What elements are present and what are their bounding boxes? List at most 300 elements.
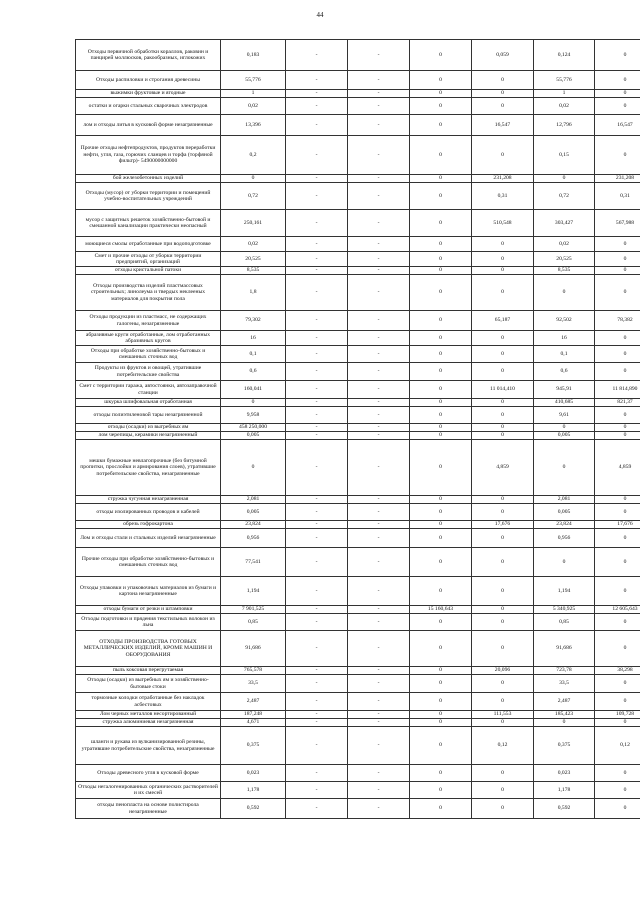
- value-cell: -: [348, 711, 410, 719]
- value-cell: 16,547: [595, 115, 640, 136]
- value-cell: -: [348, 346, 410, 363]
- table-row: [76, 424, 640, 432]
- value-cell: 231,208: [472, 175, 534, 183]
- table-row: [76, 311, 640, 331]
- value-cell: 0,592: [534, 799, 595, 819]
- table-row: [76, 548, 640, 577]
- value-cell: 0,6: [221, 363, 286, 381]
- value-cell: 0,023: [221, 765, 286, 782]
- waste-name-cell: Отходы производства изделий пластмассовых строительных; линолеума и твердых неклееных материалов для покрытия пола: [76, 275, 221, 311]
- table-row: [76, 675, 640, 693]
- waste-name-cell: обрезь гофрокартона: [76, 521, 221, 529]
- table-row: [76, 331, 640, 346]
- value-cell: 111,553: [472, 711, 534, 719]
- value-cell: -: [286, 693, 348, 711]
- table-row: [76, 631, 640, 667]
- value-cell: 0: [472, 675, 534, 693]
- value-cell: -: [286, 331, 348, 346]
- value-cell: 0,956: [221, 529, 286, 548]
- value-cell: 109,728: [595, 711, 640, 719]
- value-cell: 0: [472, 363, 534, 381]
- waste-name-cell: отходы изолированных проводов и кабелей: [76, 504, 221, 521]
- value-cell: -: [286, 727, 348, 765]
- table-row: [76, 399, 640, 407]
- value-cell: 1: [534, 90, 595, 98]
- waste-name-cell: Отходы при обработке хозяйственно-бытовых и смешанных сточных вод: [76, 346, 221, 363]
- value-cell: 0: [595, 432, 640, 440]
- value-cell: 0: [472, 614, 534, 631]
- value-cell: 0: [595, 631, 640, 667]
- value-cell: 0: [595, 424, 640, 432]
- value-cell: 0: [534, 548, 595, 577]
- value-cell: 0: [595, 275, 640, 311]
- value-cell: 0: [472, 237, 534, 252]
- value-cell: 0,12: [472, 727, 534, 765]
- value-cell: 0: [534, 275, 595, 311]
- value-cell: -: [348, 719, 410, 727]
- value-cell: 38,298: [595, 667, 640, 675]
- value-cell: 0: [410, 267, 472, 275]
- value-cell: 0: [410, 424, 472, 432]
- waste-name-cell: Отходы упаковки и упаковочных материалов из бумаги и картона незагрязненные: [76, 577, 221, 606]
- value-cell: 187,248: [221, 711, 286, 719]
- value-cell: -: [348, 631, 410, 667]
- value-cell: 0,023: [534, 765, 595, 782]
- value-cell: 0: [221, 175, 286, 183]
- value-cell: 0: [595, 782, 640, 799]
- value-cell: -: [286, 675, 348, 693]
- value-cell: 0: [410, 175, 472, 183]
- value-cell: 0,6: [534, 363, 595, 381]
- value-cell: 0: [410, 548, 472, 577]
- value-cell: 303,427: [534, 210, 595, 237]
- table-row: [76, 606, 640, 614]
- value-cell: 0: [472, 504, 534, 521]
- value-cell: 0,956: [534, 529, 595, 548]
- value-cell: -: [348, 252, 410, 267]
- value-cell: -: [348, 440, 410, 496]
- value-cell: 0: [595, 136, 640, 175]
- value-cell: -: [286, 311, 348, 331]
- value-cell: 250,161: [221, 210, 286, 237]
- value-cell: -: [286, 496, 348, 504]
- value-cell: 0: [410, 363, 472, 381]
- waste-name-cell: ОТХОДЫ ПРОИЗВОДСТВА ГОТОВЫХ МЕТАЛЛИЧЕСКИХ ИЗДЕЛИЙ, КРОМЕ МАШИН И ОБОРУДОВАНИЯ: [76, 631, 221, 667]
- value-cell: 0: [410, 40, 472, 71]
- value-cell: 0: [410, 275, 472, 311]
- table-row: [76, 614, 640, 631]
- value-cell: -: [348, 275, 410, 311]
- value-cell: 0: [472, 606, 534, 614]
- value-cell: 0,85: [221, 614, 286, 631]
- value-cell: 33,5: [221, 675, 286, 693]
- value-cell: 0: [410, 577, 472, 606]
- value-cell: -: [286, 529, 348, 548]
- value-cell: 0: [472, 529, 534, 548]
- value-cell: 0: [595, 267, 640, 275]
- waste-name-cell: отходы (осадки) из выгребных ям: [76, 424, 221, 432]
- value-cell: 765,578: [221, 667, 286, 675]
- value-cell: -: [348, 504, 410, 521]
- value-cell: -: [286, 115, 348, 136]
- value-cell: 65,187: [472, 311, 534, 331]
- value-cell: -: [348, 432, 410, 440]
- value-cell: 723,78: [534, 667, 595, 675]
- value-cell: 0: [534, 175, 595, 183]
- value-cell: -: [348, 331, 410, 346]
- value-cell: 458 250,000: [221, 424, 286, 432]
- value-cell: 0: [410, 667, 472, 675]
- table-row: [76, 71, 640, 90]
- table-row: [76, 440, 640, 496]
- value-cell: 2,081: [534, 496, 595, 504]
- table-row: [76, 407, 640, 424]
- value-cell: 0: [595, 331, 640, 346]
- value-cell: 11 814,890: [595, 381, 640, 399]
- value-cell: 0: [410, 521, 472, 529]
- waste-name-cell: лом черепицы, керамики незагрязненный: [76, 432, 221, 440]
- value-cell: -: [348, 799, 410, 819]
- value-cell: -: [286, 267, 348, 275]
- value-cell: 0: [472, 799, 534, 819]
- value-cell: 0: [410, 71, 472, 90]
- table-row: [76, 432, 640, 440]
- value-cell: 91,686: [534, 631, 595, 667]
- value-cell: 79,302: [221, 311, 286, 331]
- value-cell: -: [348, 136, 410, 175]
- value-cell: 0,005: [534, 504, 595, 521]
- value-cell: 0,31: [472, 183, 534, 210]
- table-row: [76, 667, 640, 675]
- table-row: [76, 346, 640, 363]
- value-cell: 5 340,925: [534, 606, 595, 614]
- value-cell: -: [348, 363, 410, 381]
- value-cell: 2,081: [221, 496, 286, 504]
- table-row: [76, 799, 640, 819]
- table-row: [76, 381, 640, 399]
- value-cell: 0: [472, 765, 534, 782]
- value-cell: -: [286, 577, 348, 606]
- value-cell: -: [286, 719, 348, 727]
- value-cell: 0,005: [534, 432, 595, 440]
- value-cell: 0: [472, 432, 534, 440]
- table-row: [76, 275, 640, 311]
- value-cell: 0: [472, 136, 534, 175]
- value-cell: 0: [595, 529, 640, 548]
- value-cell: 0: [410, 504, 472, 521]
- waste-name-cell: бой железобетонных изделий: [76, 175, 221, 183]
- value-cell: -: [348, 529, 410, 548]
- waste-table: [75, 39, 640, 819]
- value-cell: -: [286, 548, 348, 577]
- value-cell: 15 160,643: [410, 606, 472, 614]
- value-cell: 4,671: [221, 719, 286, 727]
- value-cell: 1,178: [221, 782, 286, 799]
- value-cell: 0,592: [221, 799, 286, 819]
- value-cell: -: [348, 381, 410, 399]
- table-row: [76, 90, 640, 98]
- table-row: [76, 521, 640, 529]
- value-cell: 0: [410, 115, 472, 136]
- value-cell: 0: [595, 346, 640, 363]
- waste-name-cell: отходы пенопласта на основе полистирола незагрязненные: [76, 799, 221, 819]
- waste-name-cell: Смет и прочие отходы от уборки территории предприятий, организаций: [76, 252, 221, 267]
- value-cell: 0: [410, 331, 472, 346]
- table-row: [76, 363, 640, 381]
- value-cell: -: [348, 675, 410, 693]
- value-cell: 1,194: [534, 577, 595, 606]
- value-cell: 0: [410, 765, 472, 782]
- value-cell: 9,958: [221, 407, 286, 424]
- value-cell: 0: [472, 577, 534, 606]
- value-cell: -: [348, 496, 410, 504]
- value-cell: -: [286, 381, 348, 399]
- waste-name-cell: тормозные колодки отработанные без накладок асбестовых: [76, 693, 221, 711]
- waste-name-cell: мешки бумажные невлагопрочные (без битумной пропитки, прослойки и армирования слоев), утратившие потребительские свойства, незагрязненные: [76, 440, 221, 496]
- value-cell: 0: [595, 237, 640, 252]
- value-cell: -: [348, 237, 410, 252]
- value-cell: 77,541: [221, 548, 286, 577]
- value-cell: 0: [472, 407, 534, 424]
- value-cell: 0: [410, 399, 472, 407]
- value-cell: 0,005: [221, 432, 286, 440]
- value-cell: -: [286, 667, 348, 675]
- value-cell: 1: [221, 90, 286, 98]
- value-cell: -: [286, 40, 348, 71]
- value-cell: 0: [595, 675, 640, 693]
- value-cell: 0,02: [534, 237, 595, 252]
- value-cell: 91,686: [221, 631, 286, 667]
- value-cell: 0: [595, 98, 640, 115]
- value-cell: -: [286, 782, 348, 799]
- value-cell: 0: [595, 407, 640, 424]
- table-row: [76, 98, 640, 115]
- value-cell: -: [348, 183, 410, 210]
- value-cell: 410,685: [534, 399, 595, 407]
- value-cell: 12,796: [534, 115, 595, 136]
- value-cell: -: [286, 90, 348, 98]
- value-cell: -: [286, 252, 348, 267]
- value-cell: -: [286, 521, 348, 529]
- value-cell: 0: [595, 799, 640, 819]
- value-cell: 0,85: [534, 614, 595, 631]
- value-cell: -: [286, 399, 348, 407]
- value-cell: 55,776: [534, 71, 595, 90]
- value-cell: 0: [410, 210, 472, 237]
- value-cell: -: [286, 504, 348, 521]
- value-cell: 0: [472, 496, 534, 504]
- value-cell: 0: [534, 719, 595, 727]
- table-row: [76, 504, 640, 521]
- value-cell: 0: [410, 346, 472, 363]
- value-cell: -: [348, 399, 410, 407]
- value-cell: -: [286, 346, 348, 363]
- value-cell: 0: [410, 727, 472, 765]
- value-cell: -: [348, 210, 410, 237]
- value-cell: 0: [410, 98, 472, 115]
- value-cell: 0,1: [221, 346, 286, 363]
- value-cell: 0,183: [221, 40, 286, 71]
- value-cell: -: [286, 711, 348, 719]
- value-cell: 0: [410, 252, 472, 267]
- waste-name-cell: отходы полиэтиленовой тары незагрязненной: [76, 407, 221, 424]
- value-cell: 0: [472, 71, 534, 90]
- waste-name-cell: Лом черных металлов несортированный: [76, 711, 221, 719]
- value-cell: -: [286, 424, 348, 432]
- waste-name-cell: лом и отходы литья в кусковой форме незагрязненные: [76, 115, 221, 136]
- value-cell: 0: [595, 504, 640, 521]
- value-cell: 0: [410, 237, 472, 252]
- value-cell: 0: [472, 631, 534, 667]
- value-cell: 0: [472, 331, 534, 346]
- value-cell: -: [286, 98, 348, 115]
- value-cell: -: [348, 667, 410, 675]
- value-cell: 0: [410, 614, 472, 631]
- value-cell: -: [348, 311, 410, 331]
- value-cell: 9,61: [534, 407, 595, 424]
- value-cell: 0,15: [534, 136, 595, 175]
- value-cell: 0: [472, 267, 534, 275]
- value-cell: 23,824: [534, 521, 595, 529]
- value-cell: -: [286, 136, 348, 175]
- value-cell: -: [348, 727, 410, 765]
- waste-name-cell: отходы бумаги от резки и штамповки: [76, 606, 221, 614]
- value-cell: -: [286, 631, 348, 667]
- table-row: [76, 115, 640, 136]
- value-cell: 55,776: [221, 71, 286, 90]
- value-cell: 0: [472, 782, 534, 799]
- table-row: [76, 183, 640, 210]
- value-cell: 945,91: [534, 381, 595, 399]
- value-cell: 0: [595, 252, 640, 267]
- waste-name-cell: Отходы первичной обработки кораллов, раковин и панцирей моллюсков, ракообразных, иглокожих: [76, 40, 221, 71]
- value-cell: 0: [595, 363, 640, 381]
- value-cell: -: [348, 40, 410, 71]
- value-cell: 16,547: [472, 115, 534, 136]
- value-cell: -: [286, 175, 348, 183]
- value-cell: 0,02: [221, 98, 286, 115]
- value-cell: -: [348, 90, 410, 98]
- value-cell: 0: [410, 381, 472, 399]
- value-cell: 17,676: [472, 521, 534, 529]
- value-cell: -: [348, 71, 410, 90]
- waste-name-cell: Отходы (осадки) из выгребных ям и хозяйственно-бытовые стоки: [76, 675, 221, 693]
- value-cell: 0: [472, 719, 534, 727]
- value-cell: 0: [410, 432, 472, 440]
- value-cell: 20,525: [534, 252, 595, 267]
- value-cell: 0: [595, 71, 640, 90]
- value-cell: 1,194: [221, 577, 286, 606]
- value-cell: 0: [410, 631, 472, 667]
- value-cell: 0,31: [595, 183, 640, 210]
- table-row: [76, 237, 640, 252]
- table-row: [76, 252, 640, 267]
- value-cell: 16: [221, 331, 286, 346]
- waste-name-cell: отходы кристальной патоки: [76, 267, 221, 275]
- value-cell: -: [286, 765, 348, 782]
- value-cell: 2,487: [221, 693, 286, 711]
- value-cell: 0: [410, 311, 472, 331]
- page-number: 44: [316, 11, 324, 19]
- waste-name-cell: стружка чугунная незагрязненная: [76, 496, 221, 504]
- value-cell: 0: [472, 693, 534, 711]
- table-row: [76, 136, 640, 175]
- value-cell: 78,382: [595, 311, 640, 331]
- value-cell: 0: [595, 496, 640, 504]
- value-cell: 0: [410, 496, 472, 504]
- table-row: [76, 711, 640, 719]
- value-cell: 0,124: [534, 40, 595, 71]
- waste-name-cell: шкурка шлифовальная отработанная: [76, 399, 221, 407]
- value-cell: 7 901,525: [221, 606, 286, 614]
- value-cell: 23,824: [221, 521, 286, 529]
- value-cell: -: [286, 71, 348, 90]
- value-cell: 13,396: [221, 115, 286, 136]
- value-cell: 1,8: [221, 275, 286, 311]
- value-cell: 0: [472, 275, 534, 311]
- value-cell: 8,535: [221, 267, 286, 275]
- value-cell: -: [286, 799, 348, 819]
- table-row: [76, 175, 640, 183]
- value-cell: 4,859: [595, 440, 640, 496]
- value-cell: 0,2: [221, 136, 286, 175]
- value-cell: -: [348, 614, 410, 631]
- value-cell: 8,535: [534, 267, 595, 275]
- value-cell: -: [286, 183, 348, 210]
- value-cell: 12 605,643: [595, 606, 640, 614]
- value-cell: 0: [595, 765, 640, 782]
- value-cell: -: [348, 407, 410, 424]
- value-cell: 0: [595, 577, 640, 606]
- waste-name-cell: Отходы древесного угля в кусковой форме: [76, 765, 221, 782]
- value-cell: 0: [410, 136, 472, 175]
- value-cell: 0: [410, 693, 472, 711]
- waste-name-cell: абразивные круги отработанные, лом отработанных абразивных кругов: [76, 331, 221, 346]
- value-cell: 4,859: [472, 440, 534, 496]
- table-row: [76, 529, 640, 548]
- value-cell: 0: [472, 399, 534, 407]
- table-row: [76, 267, 640, 275]
- waste-name-cell: Отходы негалогенированных органических растворителей и их смесей: [76, 782, 221, 799]
- table-row: [76, 765, 640, 782]
- value-cell: 0: [221, 440, 286, 496]
- value-cell: 92,502: [534, 311, 595, 331]
- waste-name-cell: Отходы распиловки и строгания древесины: [76, 71, 221, 90]
- value-cell: 0,005: [221, 504, 286, 521]
- value-cell: -: [348, 577, 410, 606]
- table-row: [76, 719, 640, 727]
- value-cell: 821,37: [595, 399, 640, 407]
- value-cell: 0: [410, 799, 472, 819]
- value-cell: 0,059: [472, 40, 534, 71]
- waste-name-cell: Прочие отходы нефтепродуктов, продуктов переработки нефти, угля, газа, горючих сланцев и торфа (торфяной фильтр)- 5490000000000: [76, 136, 221, 175]
- value-cell: 231,208: [595, 175, 640, 183]
- value-cell: 2,487: [534, 693, 595, 711]
- value-cell: -: [348, 175, 410, 183]
- value-cell: 20,096: [472, 667, 534, 675]
- value-cell: 0: [410, 183, 472, 210]
- table-row: [76, 210, 640, 237]
- value-cell: 0: [534, 424, 595, 432]
- waste-name-cell: Продукты из фруктов и овощей, утратившие потребительские свойства: [76, 363, 221, 381]
- value-cell: 0: [595, 693, 640, 711]
- value-cell: 0: [472, 346, 534, 363]
- value-cell: -: [286, 407, 348, 424]
- value-cell: 0: [472, 424, 534, 432]
- waste-name-cell: Отходы продукции из пластмасс, не содержащих галогены, незагрязненные: [76, 311, 221, 331]
- value-cell: -: [348, 267, 410, 275]
- waste-name-cell: Отходы (мусор) от уборки территории и помещений учебно-воспитательных учреждений: [76, 183, 221, 210]
